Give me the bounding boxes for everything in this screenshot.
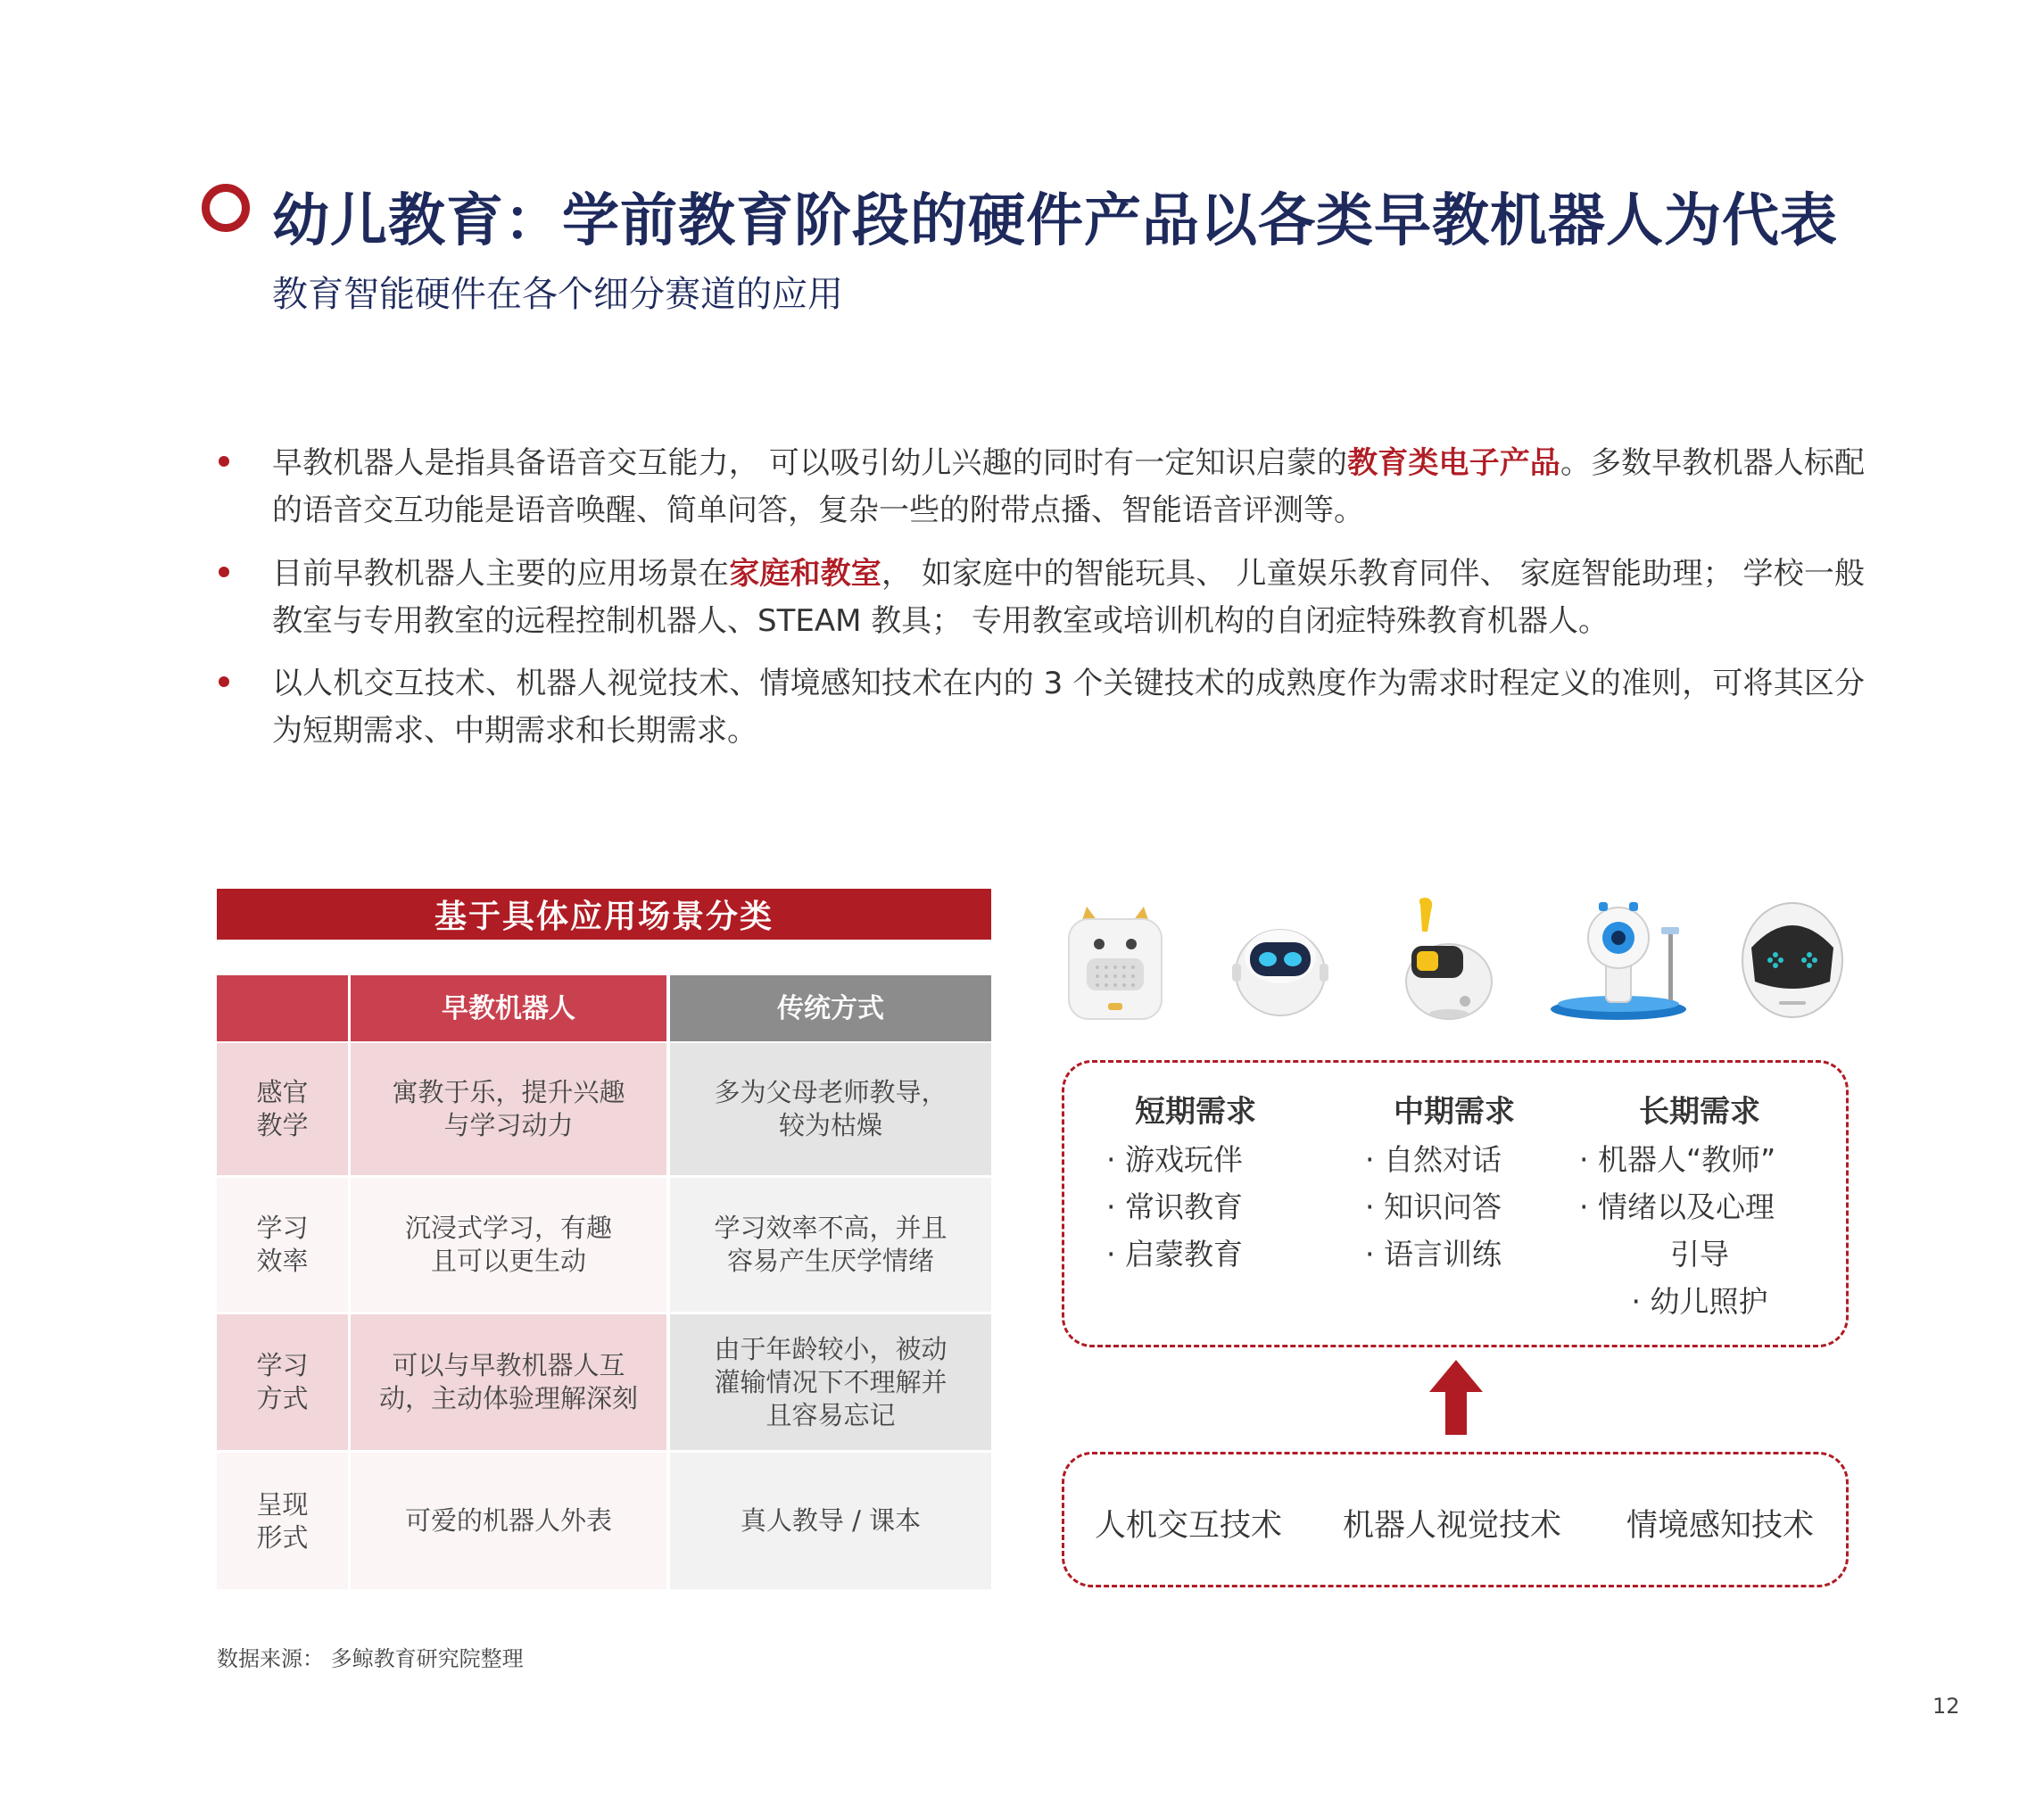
tech-item: 人机交互技术: [1095, 1508, 1283, 1544]
bullet-1-highlight: 教育类电子产品: [1347, 445, 1560, 481]
table-row-label: 呈现 形式: [217, 1453, 348, 1589]
table-row-label: 学习 方式: [217, 1314, 348, 1450]
title-ring-icon: [202, 184, 250, 232]
req-item: · 机器人“教师”: [1579, 1142, 1776, 1177]
table-header-empty: [217, 975, 348, 1041]
table-cell-traditional: 多为父母老师教导， 较为枯燥: [670, 1043, 991, 1175]
bullet-2-text-a: 目前早教机器人主要的应用场景在: [272, 556, 730, 592]
bullet-2-text-b: ， 如家庭中的智能玩具、 儿童娱乐教育同伴、 家庭智能助理； 学校一般教室与专用教室的远程控制机器人、STEAM 教具； 专用教室或培训机构的自闭症特殊教育机器人。: [272, 556, 1866, 639]
robot-round-icon: [1227, 912, 1334, 1021]
req-item: · 常识教育: [1106, 1189, 1243, 1224]
req-item: · 自然对话: [1365, 1142, 1502, 1177]
req-title: 短期需求: [1135, 1094, 1256, 1130]
page-number: 12: [1932, 1694, 1960, 1719]
bullet-item-3: [272, 660, 1865, 755]
robot-duck-icon: [1394, 896, 1499, 1023]
page-subtitle: 教育智能硬件在各个细分赛道的应用: [272, 274, 843, 315]
bullet-3-text: 以人机交互技术、机器人视觉技术、情境感知技术在内的 3 个关键技术的成熟度作为需求时程定义的准则，可将其区分为短期需求、中期需求和长期需求。: [272, 666, 1865, 749]
req-item: · 情绪以及心理: [1579, 1189, 1775, 1224]
bullet-item-2: [272, 551, 1865, 645]
robot-cow-icon: [1062, 903, 1169, 1026]
req-item: · 知识问答: [1365, 1189, 1502, 1224]
req-item: · 语言训练: [1365, 1237, 1502, 1272]
data-source: 数据来源： 多鲸教育研究院整理: [217, 1646, 524, 1671]
table-caption: 基于具体应用场景分类: [217, 889, 991, 940]
bullet-dot-icon: [219, 456, 229, 467]
req-long-term: [1579, 1089, 1820, 1325]
req-item: 引导: [1670, 1237, 1729, 1272]
req-mid-term: [1365, 1089, 1543, 1278]
req-item: · 游戏玩伴: [1106, 1142, 1243, 1177]
table-row-label: 学习 效率: [217, 1178, 348, 1312]
bullet-item-1: [272, 440, 1865, 534]
table-cell-robot: 可以与早教机器人互 动，主动体验理解深刻: [351, 1314, 666, 1450]
table-cell-traditional: 学习效率不高，并且 容易产生厌学情绪: [670, 1178, 991, 1312]
bullet-dot-icon: [219, 676, 229, 687]
tech-item: 情境感知技术: [1626, 1508, 1815, 1544]
table-cell-traditional: 真人教导 / 课本: [670, 1453, 991, 1589]
req-short-term: [1106, 1089, 1285, 1278]
req-item: · 启蒙教育: [1106, 1237, 1243, 1272]
req-title: 中期需求: [1394, 1094, 1515, 1130]
req-item: · 幼儿照护: [1631, 1284, 1768, 1319]
table-header-robot: 早教机器人: [351, 975, 666, 1041]
bullet-1-text-b: 。多数早教机器人标配的语音交互功能是语音唤醒、简单问答，复杂一些的附带点播、智能语音评测等。: [272, 445, 1866, 528]
bullet-2-highlight: 家庭和教室: [729, 556, 881, 592]
robot-egg-icon: [1738, 896, 1847, 1021]
robot-camera-icon: [1549, 897, 1701, 1022]
arrow-up-icon: [1427, 1360, 1485, 1435]
table-cell-robot: 可爱的机器人外表: [351, 1453, 666, 1589]
table-row-label: 感官 教学: [217, 1043, 348, 1175]
bullet-1-text-a: 早教机器人是指具备语音交互能力， 可以吸引幼儿兴趣的同时有一定知识启蒙的: [272, 445, 1348, 481]
table-cell-robot: 寓教于乐，提升兴趣 与学习动力: [351, 1043, 666, 1175]
bullet-dot-icon: [219, 567, 229, 577]
req-title: 长期需求: [1639, 1094, 1760, 1130]
tech-item: 机器人视觉技术: [1343, 1508, 1562, 1544]
table-cell-traditional: 由于年龄较小，被动 灌输情况下不理解并 且容易忘记: [670, 1314, 991, 1450]
table-cell-robot: 沉浸式学习，有趣 且可以更生动: [351, 1178, 666, 1312]
page-title: 幼儿教育：学前教育阶段的硬件产品以各类早教机器人为代表: [272, 188, 1838, 254]
table-header-traditional: 传统方式: [670, 975, 991, 1041]
